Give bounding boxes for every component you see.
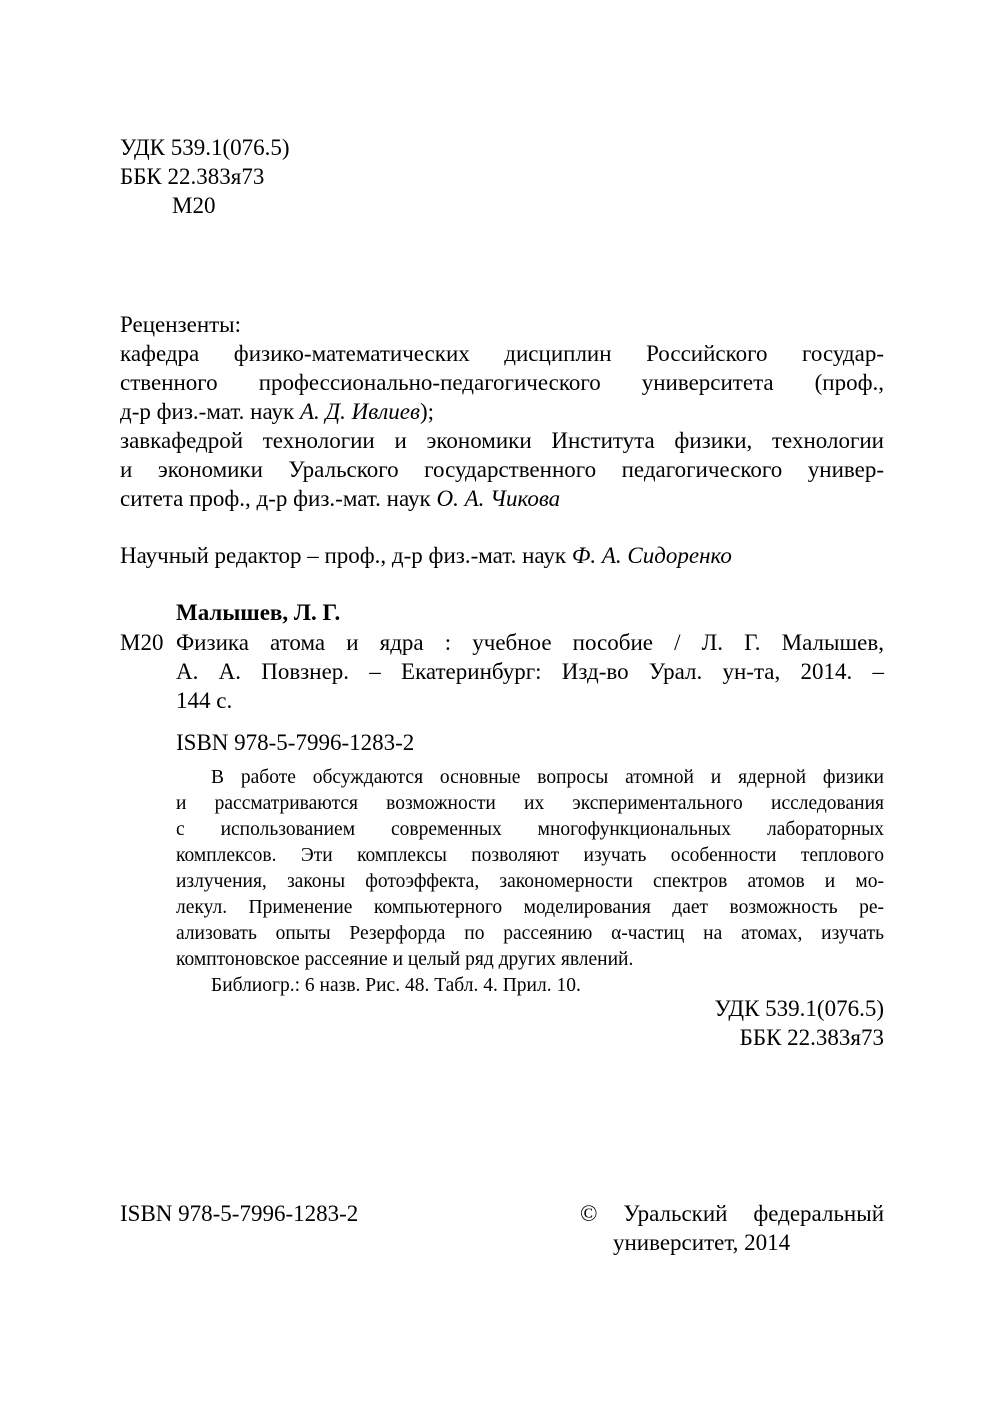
abstract-line-3: с использованием современных многофункциональных лабораторных [176, 819, 884, 840]
catalog-desc-line-1: Физика атома и ядра : учебное пособие / Л. Г. Малышев, [176, 630, 884, 655]
abstract-line-4: комплексов. Эти комплексы позволяют изучать особенности теплового [176, 845, 884, 866]
abstract-line-8: комптоновское рассеяние и целый ряд других явлений. [176, 949, 634, 970]
abstract-biblio: Библиогр.: 6 назв. Рис. 48. Табл. 4. Прил. 10. [211, 975, 581, 996]
footer-isbn [120, 1199, 358, 1228]
catalog-mark-text: М20 [120, 630, 164, 655]
catalog-author [176, 598, 776, 627]
abstract-classification [584, 994, 884, 1052]
reviewer-1-line-1: кафедра физико-математических дисциплин Российского государ- [120, 341, 884, 366]
abstract-line-5: излучения, законы фотоэффекта, закономерности спектров атомов и мо- [176, 871, 884, 892]
bbk-top: ББК 22.383я73 [120, 164, 265, 189]
catalog-desc-line-3: 144 с. [176, 688, 233, 713]
footer-copyright [580, 1199, 884, 1257]
abstract-bbk: ББК 22.383я73 [739, 1025, 884, 1050]
copyright-line-2: университет, 2014 [613, 1230, 791, 1255]
abstract-block [176, 765, 884, 999]
catalog-isbn-text: ISBN 978-5-7996-1283-2 [176, 730, 415, 755]
editor-line [120, 541, 884, 570]
abstract-line-1: В работе обсуждаются основные вопросы атомной и ядерной физики [211, 767, 884, 788]
catalog-isbn [176, 728, 414, 757]
reviewers-block [120, 310, 884, 513]
footer-isbn-text: ISBN 978-5-7996-1283-2 [120, 1201, 359, 1226]
reviewer-1-name: А. Д. Ивлиев [299, 399, 420, 424]
reviewer-2-name: О. А. Чикова [436, 486, 561, 511]
catalog-mark [120, 628, 163, 657]
abstract-line-7: ализовать опыты Резерфорда по рассеянию α-частиц на атомах, изучать [176, 923, 884, 944]
catalog-description [176, 628, 884, 715]
editor-name: Ф. А. Сидоренко [571, 543, 732, 568]
reviewer-2-prefix: ситета проф., д-р физ.-мат. наук [120, 486, 437, 511]
reviewer-1-line-3 [120, 397, 884, 426]
classification-block [120, 133, 520, 220]
reviewer-1-prefix: д-р физ.-мат. наук [120, 399, 300, 424]
catalog-author-heading: Малышев, Л. Г. [176, 600, 341, 625]
abstract-udk: УДК 539.1(076.5) [714, 996, 884, 1021]
copyright-line-1: © Уральский федеральный [580, 1201, 884, 1226]
editor-prefix: Научный редактор – проф., д-р физ.-мат. наук [120, 543, 572, 568]
reviewer-2-line-2: и экономики Уральского государственного педагогического универ- [120, 457, 884, 482]
reviewer-1-line-2: ственного профессионально-педагогического университета (проф., [120, 370, 884, 395]
udk-top: УДК 539.1(076.5) [120, 135, 290, 160]
catalog-desc-line-2: А. А. Повзнер. – Екатеринбург: Изд-во Урал. ун-та, 2014. – [176, 659, 884, 684]
reviewers-heading: Рецензенты: [120, 312, 242, 337]
reviewer-2-line-1: завкафедрой технологии и экономики Института физики, технологии [120, 428, 884, 453]
editor-block [120, 541, 884, 570]
author-mark-top: М20 [172, 193, 216, 218]
reviewer-1-suffix: ); [419, 399, 434, 424]
reviewer-2-line-3 [120, 484, 884, 513]
abstract-line-2: и рассматриваются возможности их экспериментального исследования [176, 793, 884, 814]
abstract-line-6: лекул. Применение компьютерного моделирования дает возможность ре- [176, 897, 884, 918]
